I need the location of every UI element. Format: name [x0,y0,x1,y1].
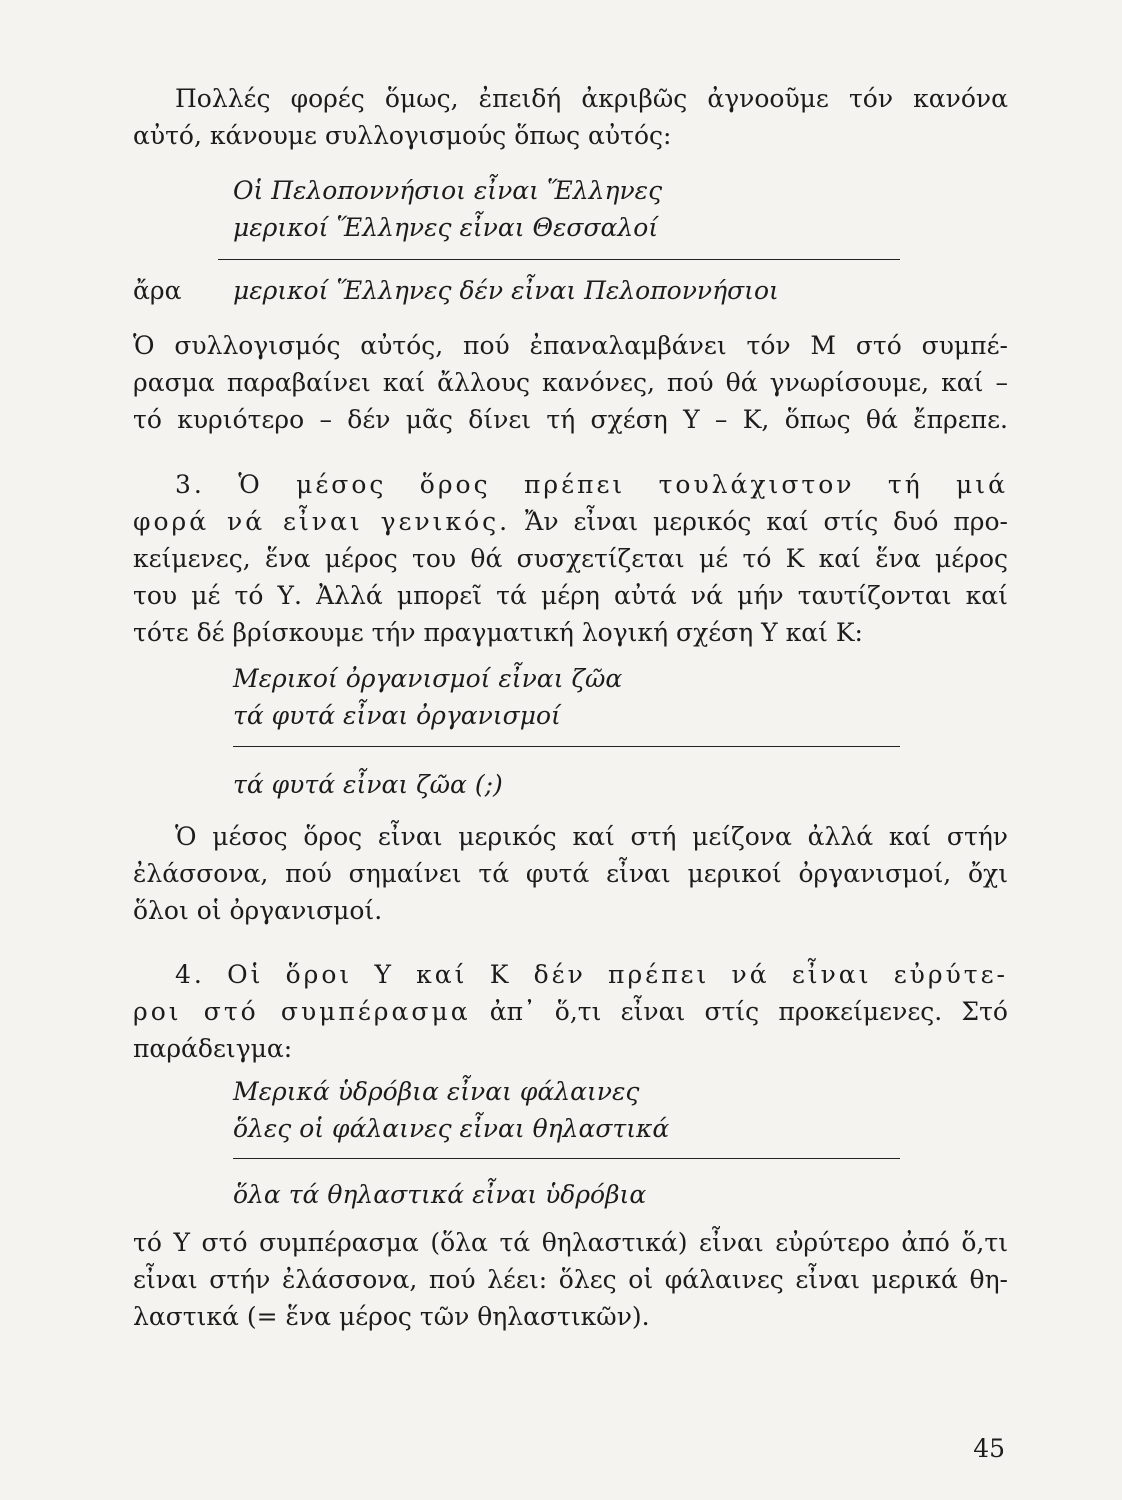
rule4-line-3: παράδειγμα: [133,1034,293,1063]
para2-line-1: Ὁ συλλογισμός αὐτός, πού ἐπαναλαμβάνει τόν Μ στό συμπέ- [133,331,1008,360]
rule3-line-2-rest: Ἄν εἶναι μερικός καί στίς δυό προ- [525,507,1008,536]
rule3-line-5: τότε δέ βρίσκουμε τήν πραγματική λογική σχέση Υ καί Κ: [133,618,863,647]
para4-line-2: εἶναι στήν ἐλάσσονα, πού λέει: ὅλες οἱ φάλαινες εἶναι μερικά θη- [133,1265,1008,1294]
syllogism1-premise-2: μερικοί Ἕλληνες εἶναι Θεσσαλοί [233,213,659,242]
para1-line-1: Πολλές φορές ὅμως, ἐπειδή ἀκριβῶς ἀγνοοῦμε τόν κανόνα [175,84,1008,113]
rule4-line-2-spaced: ροι στό συμπέρασμα [133,997,471,1026]
syllogism1-conclusion: μερικοί Ἕλληνες δέν εἶναι Πελοποννήσιοι [233,276,779,305]
syllogism1-lead: ἄρα [133,276,182,305]
syllogism2-premise-2: τά φυτά εἶναι ὀργανισμοί [233,701,561,730]
rule4-line-1: 4. Οἱ ὅροι Υ καί Κ δέν πρέπει νά εἶναι εὐρύτε- [175,960,1008,989]
syllogism2-conclusion: τά φυτά εἶναι ζῶα (;) [233,770,503,799]
syllogism1-premise-1: Οἱ Πελοποννήσιοι εἶναι Ἕλληνες [233,176,663,205]
syllogism2-rule [233,746,900,747]
rule3-line-4: του μέ τό Υ. Ἀλλά μπορεῖ τά μέρη αὐτά νά μήν ταυτίζονται καί [133,581,1008,610]
rule3-line-2-spaced: φορά νά εἶναι γενικός. [133,507,511,536]
syllogism2-premise-1: Μερικοί ὀργανισμοί εἶναι ζῶα [233,664,623,693]
para3-line-2: ἐλάσσονα, πού σημαίνει τά φυτά εἶναι μερικοί ὀργανισμοί, ὄχι [133,859,1008,888]
para2-line-3: τό κυριότερο – δέν μᾶς δίνει τή σχέση Υ – Κ, ὅπως θά ἔπρεπε. [133,405,1008,434]
rule4-line-2 [133,995,1008,1028]
syllogism3-premise-1: Μερικά ὑδρόβια εἶναι φάλαινες [233,1077,640,1106]
syllogism3-premise-2: ὅλες οἱ φάλαινες εἶναι θηλαστικά [233,1114,670,1143]
syllogism3-conclusion: ὅλα τά θηλαστικά εἶναι ὑδρόβια [233,1180,647,1209]
page-number: 45 [973,1434,1005,1463]
syllogism1-rule [218,259,900,260]
para3-line-1: Ὁ μέσος ὅρος εἶναι μερικός καί στή μείζονα ἀλλά καί στήν [175,822,1008,851]
para2-line-2: ρασμα παραβαίνει καί ἄλλους κανόνες, πού θά γνωρίσουμε, καί – [133,368,1008,397]
para4-line-1: τό Υ στό συμπέρασμα (ὅλα τά θηλαστικά) εἶναι εὐρύτερο ἀπό ὅ,τι [133,1228,1008,1257]
rule3-line-1: 3. Ὁ μέσος ὅρος πρέπει τουλάχιστον τή μιά [175,470,1008,499]
para4-line-3: λαστικά (= ἕνα μέρος τῶν θηλαστικῶν). [133,1302,650,1331]
syllogism3-rule [233,1158,900,1159]
rule4-line-2-rest: ἀπ᾽ ὅ,τι εἶναι στίς προκείμενες. Στό [489,997,1008,1026]
para1-line-2: αὐτό, κάνουμε συλλογισμούς ὅπως αὐτός: [133,121,672,150]
rule3-line-2 [133,505,1008,538]
para3-line-3: ὅλοι οἱ ὀργανισμοί. [133,896,383,925]
rule3-line-3: κείμενες, ἕνα μέρος του θά συσχετίζεται μέ τό Κ καί ἕνα μέρος [133,544,1008,573]
